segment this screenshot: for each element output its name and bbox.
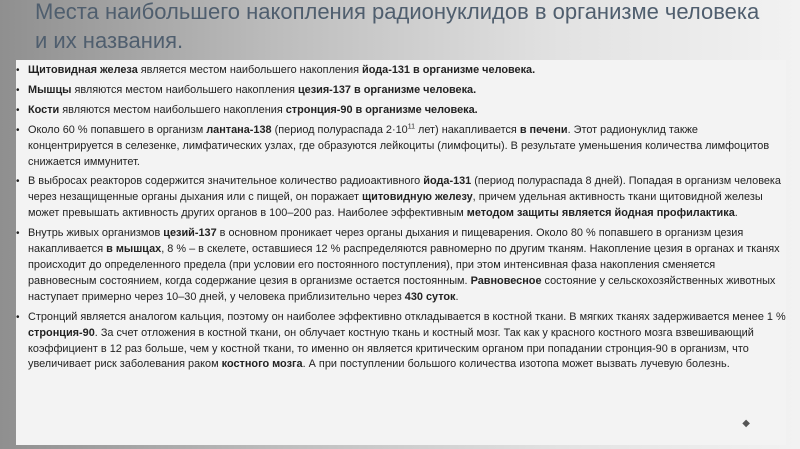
text-run: в основном проникает через органы дыхания и пищеварения. Около 80 % попавшего в организм цезия накапливается <box>28 227 744 256</box>
text-run: , 8 % – в скелете, оставшиеся 12 % распределяются равномерно по другим тканям. Накопление цезия в органах и тканях происходит до определенного предела (при условии его постоянного поступления), при этом интенсивная фаза накопления сменяется равновесным состоянием, когда содержание цезия в организме остается постоянным. <box>28 243 780 287</box>
text-run: Около 60 % попавшего в организм <box>28 123 207 136</box>
bold-text: 430 суток <box>404 290 456 303</box>
bold-text: костного мозга <box>221 358 303 371</box>
text-run: . <box>455 290 459 303</box>
text-run: Внутрь живых организмов <box>28 227 164 240</box>
text-run: . Этот радионуклид также концентрируется в селезенке, лимфатических узлах, где образуются лейкоциты (лимфоциты). В результате уменьшения количества лимфоцитов снижается иммунитет. <box>28 123 770 168</box>
text-run: В выбросах реакторов содержится значительное количество радиоактивного <box>28 175 424 188</box>
bold-text: Равновесное <box>470 274 542 287</box>
bullet-dot-icon: • <box>16 104 20 116</box>
text-run: , причем удельная активность ткани щитовидной железы может превышать активность других органов в 100–200 раз. Наиболее эффективным <box>28 191 763 220</box>
text-run: Стронций является аналогом кальция, поэтому он наиболее эффективно откладывается в костной ткани. В мягких тканях задерживается менее 1 % <box>28 310 786 323</box>
bullet-dot-icon: • <box>16 228 20 240</box>
bullet-dot-icon: • <box>16 311 20 323</box>
list-item <box>16 83 786 99</box>
bold-text: Кости <box>28 103 60 116</box>
bold-text: цезий-137 <box>163 227 217 240</box>
nav-diamond-icon[interactable]: ◆ <box>742 418 750 429</box>
superscript: 11 <box>407 123 415 131</box>
text-run: (период полураспада 8 дней). Попадая в организм человека через незащищенные органы дыхания или с пищей, он поражает <box>28 175 781 204</box>
text-run: являются местом наибольшего накопления <box>59 103 286 116</box>
bullet-dot-icon: • <box>16 65 20 76</box>
text-run: . <box>734 207 738 220</box>
list-item <box>16 103 786 119</box>
bold-text: стронция-90 <box>28 326 95 339</box>
bold-text: методом защиты является йодная профилактика <box>466 207 735 220</box>
text-run: являются местом наибольшего накопления <box>71 83 298 96</box>
bullet-dot-icon: • <box>16 84 20 96</box>
bold-text: стронция-90 в организме человека. <box>285 103 478 116</box>
list-item <box>16 63 786 79</box>
bold-text: йода-131 <box>423 175 472 188</box>
content-area <box>16 60 786 445</box>
bold-text: щитовидную железу <box>361 191 473 204</box>
text-run: лет) накапливается <box>414 123 520 136</box>
text-run: (период полураспада 2·10 <box>271 123 408 136</box>
bullet-dot-icon: • <box>16 176 20 188</box>
bold-text: цезия-137 в организме человека. <box>297 83 477 96</box>
list-item <box>16 310 786 374</box>
text-run: . За счет отложения в костной ткани, он облучает костную ткань и костный мозг. Так как у красного костного мозга взвешивающий коэффициент в 12 раз больше, чем у костной ткани, то именно он является критическим органом при попадании стронция-90 в организм, что увеличивает риск заболевания раком <box>28 326 754 371</box>
bold-text: в печени <box>519 123 568 136</box>
list-item <box>16 226 786 306</box>
slide-title: Места наибольшего накопления радионуклидов в организме человека и их названия. <box>35 0 760 53</box>
list-item <box>16 123 786 171</box>
bold-text: йода-131 в организме человека. <box>362 64 536 76</box>
bold-text: Мышцы <box>28 83 72 96</box>
list-item <box>16 174 786 222</box>
bold-text: лантана-138 <box>206 123 272 136</box>
bold-text: в мышцах <box>106 243 162 256</box>
text-run: является местом наибольшего накопления <box>137 64 363 76</box>
text-run: состояние у сельскохозяйственных животных наступает примерно через 10–30 дней, у человека приблизительно через <box>28 274 776 303</box>
text-run: . А при поступлении большого количества изотопа может вызвать лучевую болезнь. <box>302 358 730 371</box>
bullet-dot-icon: • <box>16 124 20 136</box>
bold-text: Щитовидная железа <box>28 64 138 76</box>
bullet-list <box>16 60 786 373</box>
